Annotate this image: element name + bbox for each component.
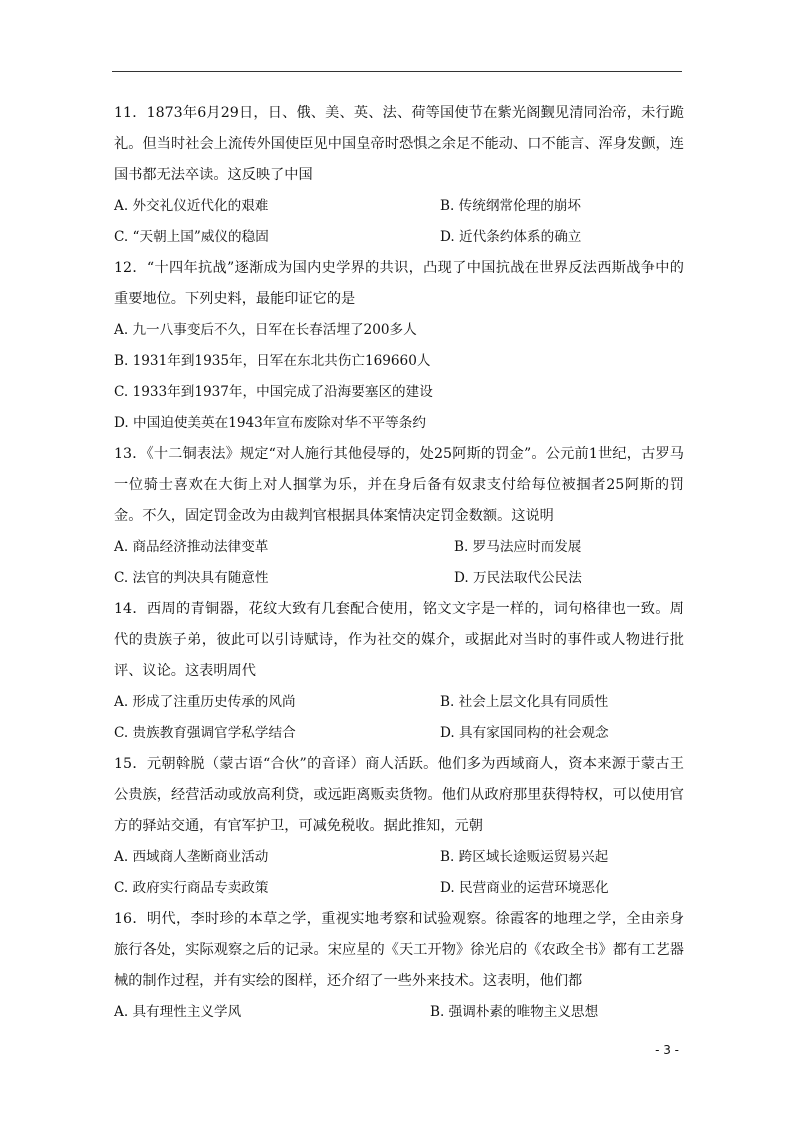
question-16-stem: 16．明代，李时珍的本草之学，重视实地考察和试验观察。徐霞客的地理之学，全由亲身旅行各处，实际观察之后的记录。宋应星的《天工开物》徐光启的《农政全书》都有工艺器械的制作过程，并有实绘的图样，还介绍了一些外来技术。这表明，他们都 (114, 911, 684, 989)
question-list (114, 98, 684, 1028)
question-12-stem: 12．“十四年抗战”逐渐成为国内史学界的共识，凸现了中国抗战在世界反法西斯战争中的重要地位。下列史料，最能印证它的是 (114, 260, 684, 307)
option-b: B. 1931年到1935年，日军在东北共伤亡169660人 (114, 353, 431, 369)
option-c: C. “天朝上国”威仪的稳固 (114, 229, 269, 245)
question-13-options-row-2 (114, 563, 684, 594)
option-d: D. 中国迫使美英在1943年宣布废除对华不平等条约 (114, 415, 426, 431)
question-15-stem: 15．元朝斡脱（蒙古语“合伙”的音译）商人活跃。他们多为西域商人，资本来源于蒙古王公贵族，经营活动或放高利贷，或远距离贩卖货物。他们从政府那里获得特权，可以使用官方的驿站交通，有官军护卫，可减免税收。据此推知，元朝 (114, 756, 684, 834)
option-c: C. 1933年到1937年，中国完成了沿海要塞区的建设 (114, 384, 433, 400)
option-c: C. 法官的判决具有随意性 (114, 570, 269, 586)
option-a: A. 具有理性主义学风 (114, 1004, 242, 1020)
question-13-stem: 13．《十二铜表法》规定“对人施行其他侵辱的，处25阿斯的罚金”。公元前1世纪，古罗马一位骑士喜欢在大街上对人掴掌为乐，并在身后备有奴隶支付给每位被掴者25阿斯的罚金。不久，固定罚金改为由裁判官根据具体案情决定罚金数额。这说明 (114, 446, 684, 524)
option-a: A. 形成了注重历史传承的风尚 (114, 694, 296, 710)
question-11-options-row-1 (114, 191, 684, 222)
option-a: A. 外交礼仪近代化的艰难 (114, 198, 269, 214)
option-d: D. 民营商业的运营环境恶化 (440, 880, 609, 896)
option-d: D. 近代条约体系的确立 (440, 229, 582, 245)
option-d: D. 具有家国同构的社会观念 (440, 725, 609, 741)
question-14-options-row-1 (114, 687, 684, 718)
option-c: C. 政府实行商品专卖政策 (114, 880, 269, 896)
option-b: B. 社会上层文化具有同质性 (440, 694, 609, 710)
option-b: B. 跨区域长途贩运贸易兴起 (440, 849, 609, 865)
question-13-options-row-1 (114, 532, 684, 563)
question-15-options-row-2 (114, 873, 684, 904)
option-b: B. 强调朴素的唯物主义思想 (430, 1004, 599, 1020)
option-b: B. 罗马法应时而发展 (454, 539, 582, 555)
page-number: - 3 - (655, 1043, 679, 1057)
option-c: C. 贵族教育强调官学私学结合 (114, 725, 296, 741)
question-11-stem: 11．1873年6月29日，日、俄、美、英、法、荷等国使节在紫光阁觐见清同治帝，未行跪礼。但当时社会上流传外国使臣见中国皇帝时恐惧之余足不能动、口不能言、浑身发颤，连国书都无法卒读。这反映了中国 (114, 105, 684, 183)
question-14-options-row-2 (114, 718, 684, 749)
option-a: A. 九一八事变后不久，日军在长春活埋了200多人 (114, 322, 417, 338)
option-d: D. 万民法取代公民法 (454, 570, 582, 586)
option-b: B. 传统纲常伦理的崩坏 (440, 198, 581, 214)
option-a: A. 西域商人垄断商业活动 (114, 849, 269, 865)
header-rule (112, 71, 682, 72)
question-16-options-row-1 (114, 997, 684, 1028)
option-a: A. 商品经济推动法律变革 (114, 539, 269, 555)
question-14-stem: 14．西周的青铜器，花纹大致有几套配合使用，铭文文字是一样的，词句格律也一致。周代的贵族子弟，彼此可以引诗赋诗，作为社交的媒介，或据此对当时的事件或人物进行批评、议论。这表明周代 (114, 601, 684, 679)
question-11-options-row-2 (114, 222, 684, 253)
question-15-options-row-1 (114, 842, 684, 873)
